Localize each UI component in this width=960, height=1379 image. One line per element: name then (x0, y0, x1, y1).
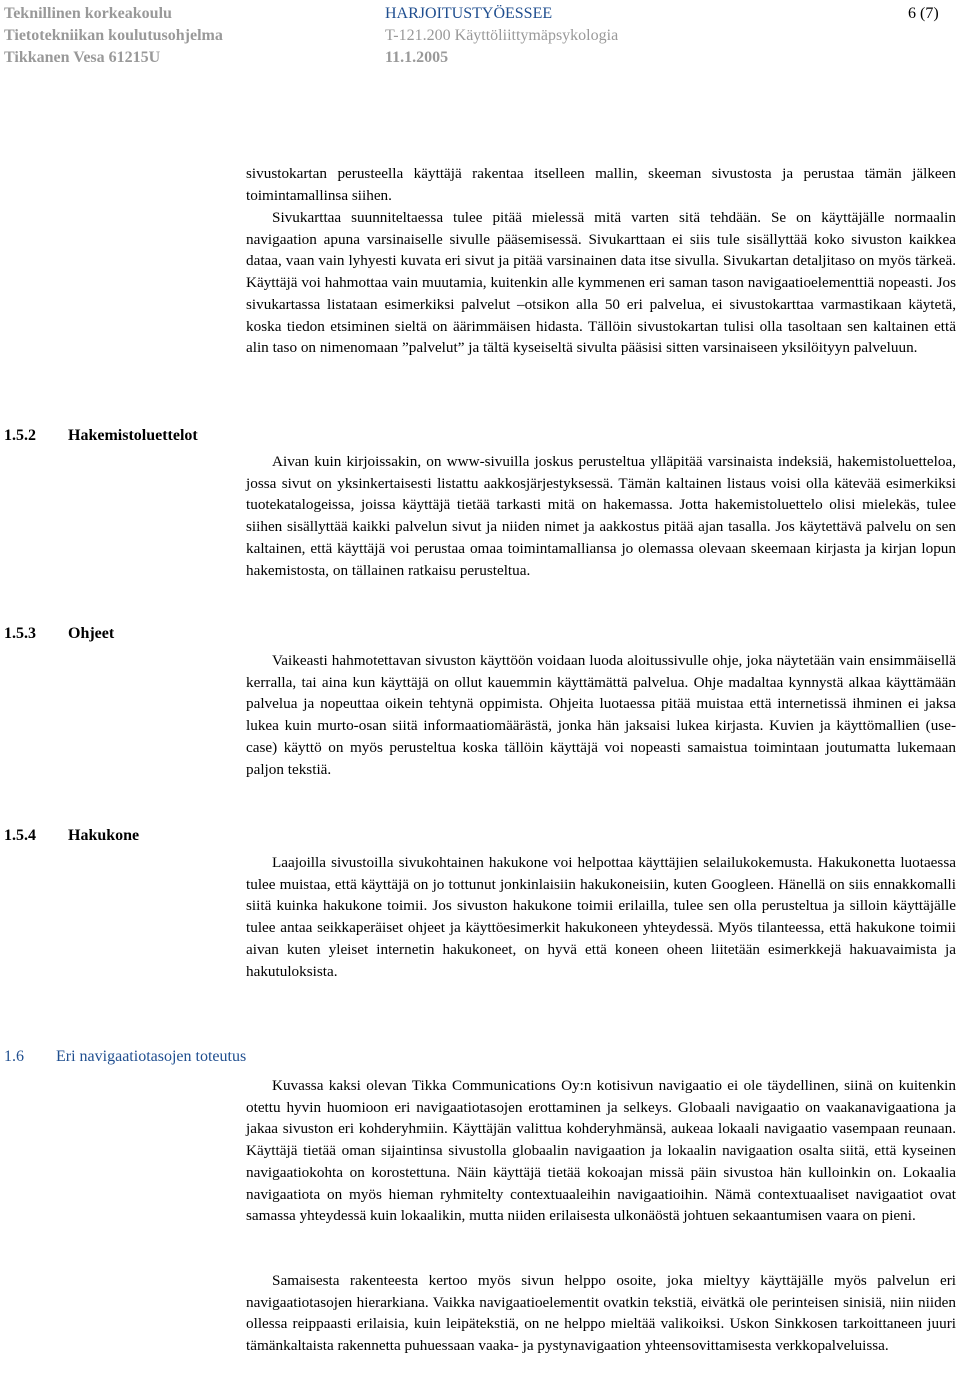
paragraph-sitemap-design (246, 207, 956, 359)
paragraph-sitemap-design-text: Sivukarttaa suunniteltaessa tulee pitää mielessä mitä varten sitä tehdään. Se on käyttäjälle normaalin navigaation apuna varsinaiselle sivulle pääsemisessä. Sivukarttaan ei siis tule sisällyttää koko sivuston kaikkea dataa, vaan vain lyhyesti kuvata eri sivut ja pitää varsinainen data itse sivulla. Sivukartan detaljitaso on myös tärkeä. Käyttäjä voi hahmottaa vain muutamia, kuitenkin alle kymmenen eri saman tason navigaatioelementtiä nopeasti. Jos sivukartassa listataan esimerkiksi palvelut –otsikon alla 50 eri palvelua, ei sivustokarttaa varmastikaan käytetä, koska tiedon etsiminen sieltä on äärimmäisen hidasta. Tällöin sivustokartan tulisi olla tasoltaan sen kaltainen että alin taso on nimenomaan ”palvelut” ja tältä kyseiseltä sivulta pääsisi sitten varsinaiseen yksilöityyn palveluun. (246, 209, 956, 357)
heading-1-6 (4, 1048, 246, 1066)
header-university: Teknillinen korkeakoulu (4, 5, 172, 22)
paragraph-navigation-hierarchy (246, 1270, 956, 1357)
heading-title: Hakukone (68, 827, 140, 844)
heading-number: 1.5.2 (4, 427, 36, 444)
header-programme: Tietotekniikan koulutusohjelma (4, 27, 223, 44)
paragraph-navigation-hierarchy-text: Samaisesta rakenteesta kertoo myös sivun helppo osoite, joka mieltyy käyttäjälle myös palvelun eri navigaatiotasojen hierarkiana. Vaikka navigaatioelementit ovatkin tekstiä, eivätkä ole perinteisen sinisiä, niin niiden ollessa reippaasti erilaisia, kuin leipätekstiä, on ne helppo mieltää valikoiksi. Uskon Sinkkosen tarkoittaneen juuri tämänkaltaista rakennetta puhuessaan vaaka- ja pystynavigaation yhteensovittamisesta verkkopalveluissa. (246, 1272, 956, 1355)
page-header (0, 0, 960, 68)
paragraph-navigation-levels (246, 1075, 956, 1227)
paragraph-search-engine (246, 852, 956, 982)
heading-1-5-4 (4, 827, 139, 845)
paragraph-sitemap-intro: sivustokartan perusteella käyttäjä rakentaa itselleen mallin, skeeman sivustosta ja perustaa tämän jälkeen toimintamallinsa siihen. (246, 165, 956, 204)
paragraph-navigation-levels-text: Kuvassa kaksi olevan Tikka Communications Oy:n kotisivun navigaatio ei ole täydellinen, siinä on kuitenkin otettu hyvin huomioon eri navigaatiotasojen erottaminen ja selkeys. Globaali navigaatio on vaakanavigaationa ja jakaa sivuston eri kohderyhmiin. Käyttäjän valittua kohderyhmänsä, aukeaa lokaali navigaatio vasempaan reunaan. Käyttäjä tietää oman sijaintinsa sivustolla globaalin navigaation ja lokaalin navigaation osalta siitä, että kyseinen navigaatiokohta on korostettuna. Näin käyttäjä tietää kokoajan missä päin sivustoa hän kulloinkin on. Lokaalia navigaatiota on myös hieman ryhmitelty contextuaaleihin navigaatioihin. Nämä contextuaaliset navigaatiot ovat samassa yhteydessä kuin lokaalikin, mutta niiden erilaisesta ulkonäöstä johtuen sekaantumisen vaara on pieni. (246, 1077, 956, 1225)
heading-title: Eri navigaatiotasojen toteutus (56, 1048, 247, 1065)
heading-1-5-3 (4, 625, 114, 643)
heading-number: 1.5.4 (4, 827, 36, 844)
header-date: 11.1.2005 (385, 49, 449, 66)
header-doc-type: HARJOITUSTYÖESSEE (385, 5, 553, 22)
heading-number: 1.5.3 (4, 625, 36, 642)
header-course: T-121.200 Käyttöliittymäpsykologia (385, 27, 619, 44)
heading-title: Hakemistoluettelot (68, 427, 198, 444)
paragraph-index-lists (246, 451, 956, 581)
page-number: 6 (7) (908, 5, 939, 22)
heading-title: Ohjeet (68, 625, 115, 642)
heading-1-5-2 (4, 427, 198, 445)
header-author: Tikkanen Vesa 61215U (4, 49, 161, 66)
paragraph-help-text: Vaikeasti hahmotettavan sivuston käyttöön voidaan luoda aloitussivulle ohje, joka näytetään vain ensimmäisellä kerralla, tai aina kun käyttäjä on ollut kauemmin käyttämättä palvelua. Ohje madaltaa kynnystä alkaa käyttämään palvelua ja nopeuttaa oikein tehtynä oppimista. Ohjeita luotaessa pitää muistaa että internetissä ihminen ei jaksa lukea kuin murto-osan siitä informaatiomäärästä, jonka hän jaksaisi lukea kirjasta. Kuvien ja käyttömallien (use-case) käyttö on myös perusteltua koska tällöin käyttäjä voi nopeasti samaistua toimintaan joutumatta lukemaan paljon tekstiä. (246, 652, 956, 778)
paragraph-help (246, 650, 956, 780)
paragraph-search-engine-text: Laajoilla sivustoilla sivukohtainen hakukone voi helpottaa käyttäjien selailukokemusta. Hakukonetta luotaessa tulee muistaa, että käyttäjä on jo tottunut jonkinlaisiin hakukoneisiin, kuten Googleen. Hänellä on siis ennakkomalli siitä kuinka hakukone toimii. Jos sivuston hakukone toimii erilailla, tulee sen olla perusteltua ja silloin käyttäjälle tulee antaa seikkaperäiset ohjeet ja käyttöesimerkit hakukoneen yhteydessä. Myös tilanteessa, että hakukone toimii aivan kuten yleiset internetin hakukoneet, on hyvä että koneen oheen liitetään esimerkkejä hakuavaimista ja hakutuloksista. (246, 854, 956, 980)
paragraph-index-lists-text: Aivan kuin kirjoissakin, on www-sivuilla joskus perusteltua ylläpitää varsinaista indeksiä, hakemistoluetteloa, jossa sivut on yksinkertaisesti listattu aakkosjärjestyksessä. Tämän kaltainen listaus voisi olla kätevää esimerkiksi tuotekatalogeissa, joissa käyttäjä tietää tarkasti mitä on hakemassa. Jotta hakemistoluettelo olisi mielekäs, tulee siihen sisällyttää kaikki palvelun sivut ja niiden nimet ja aakkostus pitää ajan tasalla. Jos käytettävä palvelu on sen kaltainen, että käyttäjä voi perustaa omaa toimintamalliansa jo olemassa olevaan skeemaan kirjasta ja kirjan lopun hakemistosta, on tällainen ratkaisu perusteltua. (246, 453, 956, 579)
heading-number: 1.6 (4, 1048, 24, 1065)
